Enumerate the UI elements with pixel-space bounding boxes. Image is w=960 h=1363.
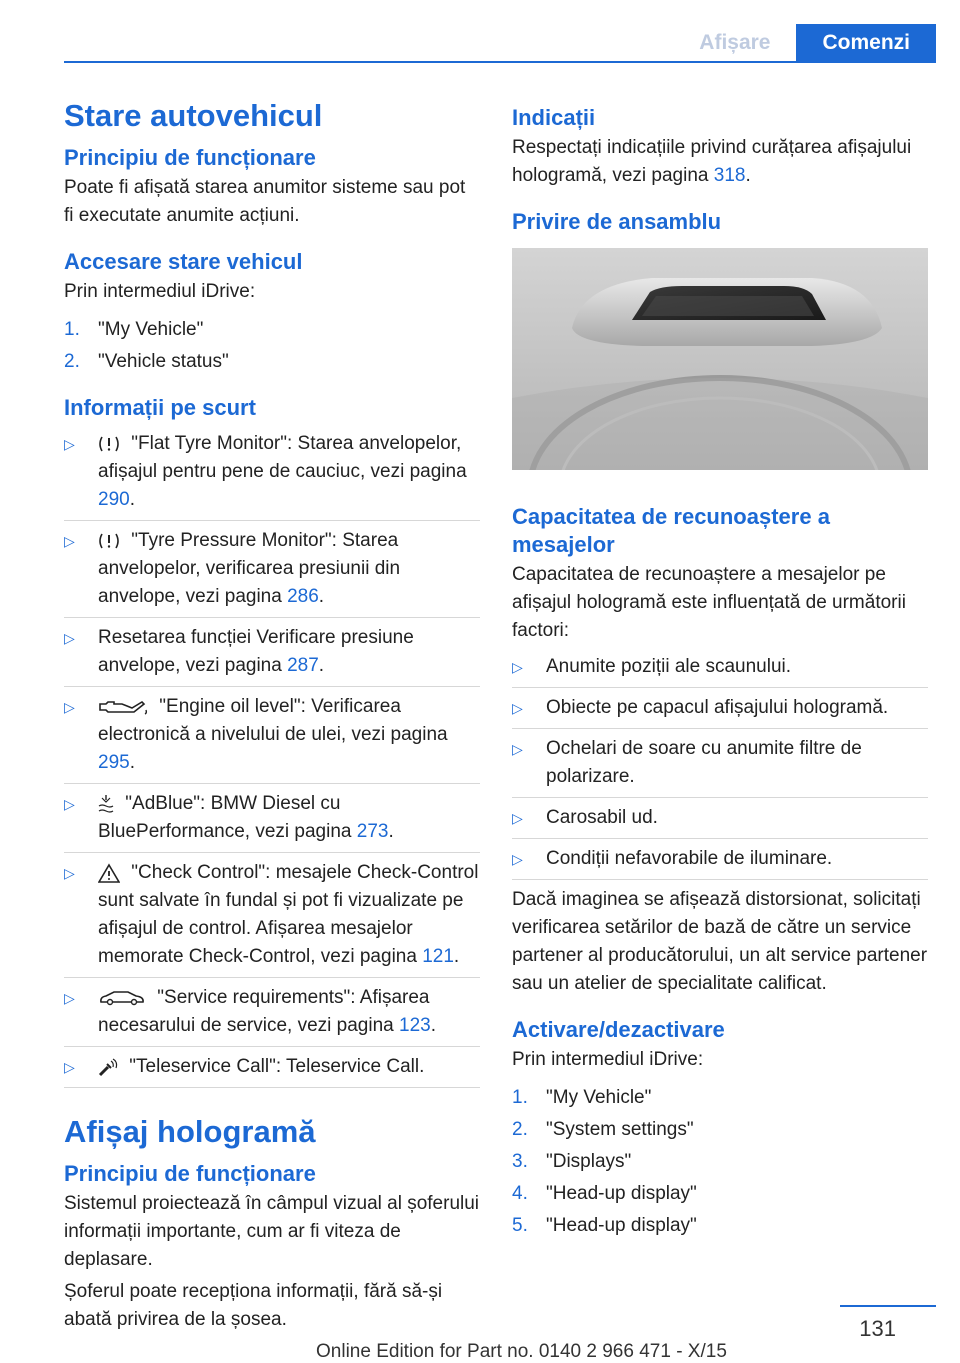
list-item: ▷ "Tyre Pressure Monitor": Starea anvelopelor, verificarea presiunii din anvelope, vezi pagina 286.: [64, 527, 480, 618]
heading-operating-principle: Principiu de funcționare: [64, 1161, 316, 1186]
wrench-signal-icon: [98, 1057, 118, 1077]
paragraph: Prin intermediul iDrive:: [512, 1049, 704, 1070]
list-item: 1. "My Vehicle": [64, 319, 204, 340]
list-item: 5. "Head-up display": [512, 1215, 697, 1236]
list-item: 2. "System settings": [512, 1119, 694, 1140]
tab-comenzi[interactable]: Comenzi: [796, 24, 936, 62]
list-item: ▷ Obiecte pe capacul afișajului hologramă.: [512, 694, 928, 729]
list-item: ▷ Ochelari de soare cu anumite filtre de polarizare.: [512, 735, 928, 798]
left-column: [64, 96, 480, 1338]
paragraph: Respectați indicațiile privind curățarea afișajului hologramă, vezi pagina 318.: [512, 137, 912, 186]
footer-divider: [840, 1305, 936, 1307]
paragraph: Poate fi afișată starea anumitor sisteme sau pot fi executate anumite acțiuni.: [64, 177, 466, 226]
list-item: ▷ "AdBlue": BMW Diesel cu BluePerformance, vezi pagina 273.: [64, 790, 480, 853]
page-reference-link[interactable]: 121: [422, 946, 454, 967]
steps-list: [512, 1084, 928, 1240]
list-item: ▷ "Flat Tyre Monitor": Starea anvelopelor, afișajul pentru pene de cauciuc, vezi pagina 290.: [64, 430, 480, 521]
oil-can-icon: [98, 698, 148, 716]
list-item: 1. "My Vehicle": [512, 1087, 652, 1108]
page-reference-link[interactable]: 123: [399, 1015, 431, 1036]
factors-list: [512, 653, 928, 880]
car-service-icon: [98, 989, 146, 1007]
footer-edition: Online Edition for Part no. 0140 2 966 471 - X/15: [316, 1341, 727, 1362]
page-reference-link[interactable]: 286: [287, 586, 319, 607]
page-reference-link[interactable]: 318: [713, 165, 746, 186]
right-column: [512, 96, 928, 1244]
paragraph: Dacă imaginea se afișează distorsionat, solicitați verificarea setărilor de bază de către un service partener al producătorului, un alt service partener sau un atelier de specialitate calificat.: [512, 889, 928, 994]
paragraph: Prin intermediul iDrive:: [64, 281, 256, 302]
list-item: ▷ Condiții nefavorabile de iluminare.: [512, 845, 928, 880]
list-item: 2. "Vehicle status": [64, 351, 229, 372]
section-title-head-up-display: Afișaj hologramă: [64, 1114, 316, 1149]
tyre-warning-icon: [98, 435, 120, 453]
heading-access-status: Accesare stare vehicul: [64, 249, 303, 274]
page-reference-link[interactable]: 287: [287, 655, 319, 676]
list-item: ▷ "Teleservice Call": Teleservice Call.: [64, 1053, 480, 1088]
section-title-vehicle-status: Stare autovehicul: [64, 98, 323, 133]
paragraph: Capacitatea de recunoaștere a mesajelor pe afișajul hologramă este influențată de următorii factori:: [512, 564, 906, 641]
list-item: 4. "Head-up display": [512, 1183, 697, 1204]
paragraph: Șoferul poate recepționa informații, fără să-și abată privirea de la șosea.: [64, 1281, 443, 1330]
heading-activation: Activare/dezactivare: [512, 1017, 725, 1042]
steps-list: [64, 316, 480, 376]
list-item: ▷ "Service requirements": Afișarea necesarului de service, vezi pagina 123.: [64, 984, 480, 1047]
heading-notes: Indicații: [512, 105, 596, 130]
list-item: ▷ "Engine oil level": Verificarea electronică a nivelului de ulei, vezi pagina 295.: [64, 693, 480, 784]
info-list: [64, 430, 480, 1088]
page-reference-link[interactable]: 290: [98, 489, 130, 510]
list-item: ▷ Resetarea funcției Verificare presiune anvelope, vezi pagina 287.: [64, 624, 480, 687]
warning-triangle-icon: [98, 863, 120, 883]
heading-short-info: Informații pe scurt: [64, 395, 256, 420]
head-up-display-photo: [512, 248, 928, 470]
tab-afisare[interactable]: Afișare: [673, 24, 796, 62]
heading-recognition: Capacitatea de recunoaștere a mesajelor: [512, 504, 830, 557]
adblue-icon: [98, 794, 114, 814]
header-divider: [64, 61, 936, 63]
list-item: 3. "Displays": [512, 1151, 632, 1172]
paragraph: Sistemul proiectează în câmpul vizual al șoferului informații importante, cum ar fi viteza de deplasare.: [64, 1193, 480, 1270]
list-item: ▷ Anumite poziții ale scaunului.: [512, 653, 928, 688]
page-reference-link[interactable]: 273: [356, 821, 389, 842]
list-item: ▷ "Check Control": mesajele Check-Control sunt salvate în fundal și pot fi vizualizate pe afișajul de control. Afișarea mesajelor memorate Check-Control, vezi pagina 121.: [64, 859, 480, 978]
page-reference-link[interactable]: 295: [98, 752, 130, 773]
tyre-warning-icon: [98, 532, 120, 550]
heading-operating-principle: Principiu de funcționare: [64, 145, 316, 170]
heading-overview: Privire de ansamblu: [512, 209, 722, 234]
page-number: 131: [859, 1316, 896, 1341]
list-item: ▷ Carosabil ud.: [512, 804, 928, 839]
header-tabs: [673, 24, 936, 62]
